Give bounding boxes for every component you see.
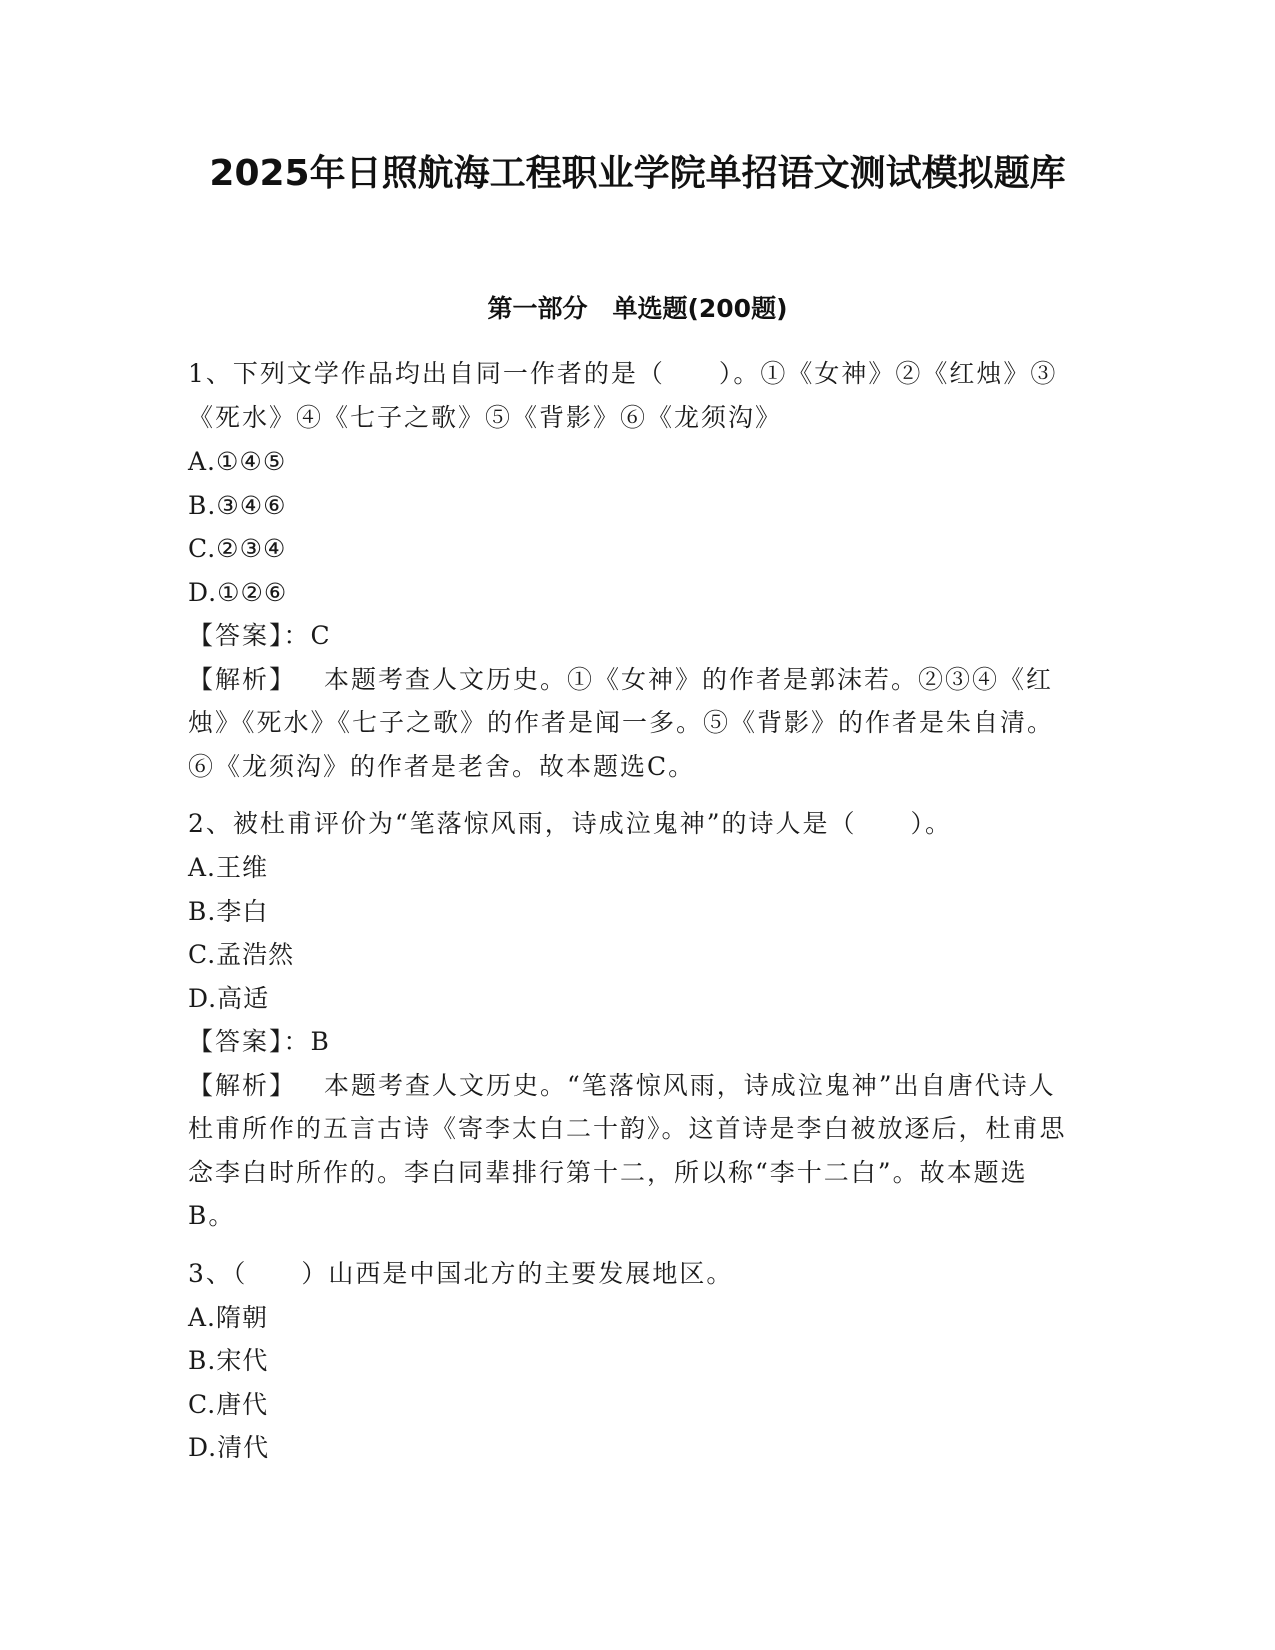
answer-separator: ：	[283, 621, 311, 650]
question-2	[188, 802, 1073, 1238]
option-a: A.①④⑤	[188, 447, 287, 476]
option-d: D.清代	[188, 1433, 270, 1462]
option-c: C.②③④	[188, 534, 287, 563]
option-a: A.隋朝	[188, 1302, 269, 1332]
answer-line	[188, 1020, 1073, 1064]
option-c: C.孟浩然	[188, 940, 295, 969]
question-1	[188, 352, 1073, 788]
analysis-text: 本题考查人文历史。“笔落惊风雨，诗成泣鬼神”出自唐代诗人杜甫所作的五言古诗《寄李太白二十韵》。这首诗是李白被放逐后，杜甫思念李白时所作的。李白同辈排行第十二，所以称“李十二白”。故本题选B。	[188, 1070, 1067, 1230]
answer-tag: 【答案】	[188, 1027, 284, 1056]
question-stem: 2、被杜甫评价为“笔落惊风雨，诗成泣鬼神”的诗人是（ ）。	[188, 809, 952, 838]
option-d: D.高适	[188, 983, 270, 1013]
option-a: A.王维	[188, 853, 269, 882]
answer-separator: ：	[283, 1027, 311, 1056]
section-title: 第一部分 单选题(200题)	[487, 294, 788, 323]
answer-line	[188, 614, 1073, 658]
page-title: 2025年日照航海工程职业学院单招语文测试模拟题库	[209, 153, 1066, 194]
analysis-line	[188, 1064, 1073, 1238]
question-3	[188, 1252, 1073, 1470]
question-stem: 1、下列文学作品均出自同一作者的是（ ）。①《女神》②《红烛》③《死水》④《七子之歌》⑤《背影》⑥《龙须沟》	[188, 359, 1058, 432]
question-stem: 3、（ ）山西是中国北方的主要发展地区。	[188, 1258, 734, 1288]
analysis-tag: 【解析】	[188, 1070, 297, 1100]
option-b: B.宋代	[188, 1346, 269, 1375]
option-b: B.③④⑥	[188, 490, 287, 520]
option-d: D.①②⑥	[188, 577, 288, 607]
option-c: C.唐代	[188, 1389, 269, 1419]
analysis-text: 本题考查人文历史。①《女神》的作者是郭沫若。②③④《红烛》《死水》《七子之歌》的作者是闻一多。⑤《背影》的作者是朱自清。⑥《龙须沟》的作者是老舍。故本题选C。	[188, 664, 1055, 781]
analysis-line	[188, 658, 1073, 789]
answer-tag: 【答案】	[188, 621, 284, 650]
option-b: B.李白	[188, 896, 269, 926]
answer-value: C	[310, 621, 332, 650]
question-list	[188, 352, 1073, 1484]
answer-value: B	[310, 1027, 331, 1056]
analysis-tag: 【解析】	[188, 664, 297, 694]
